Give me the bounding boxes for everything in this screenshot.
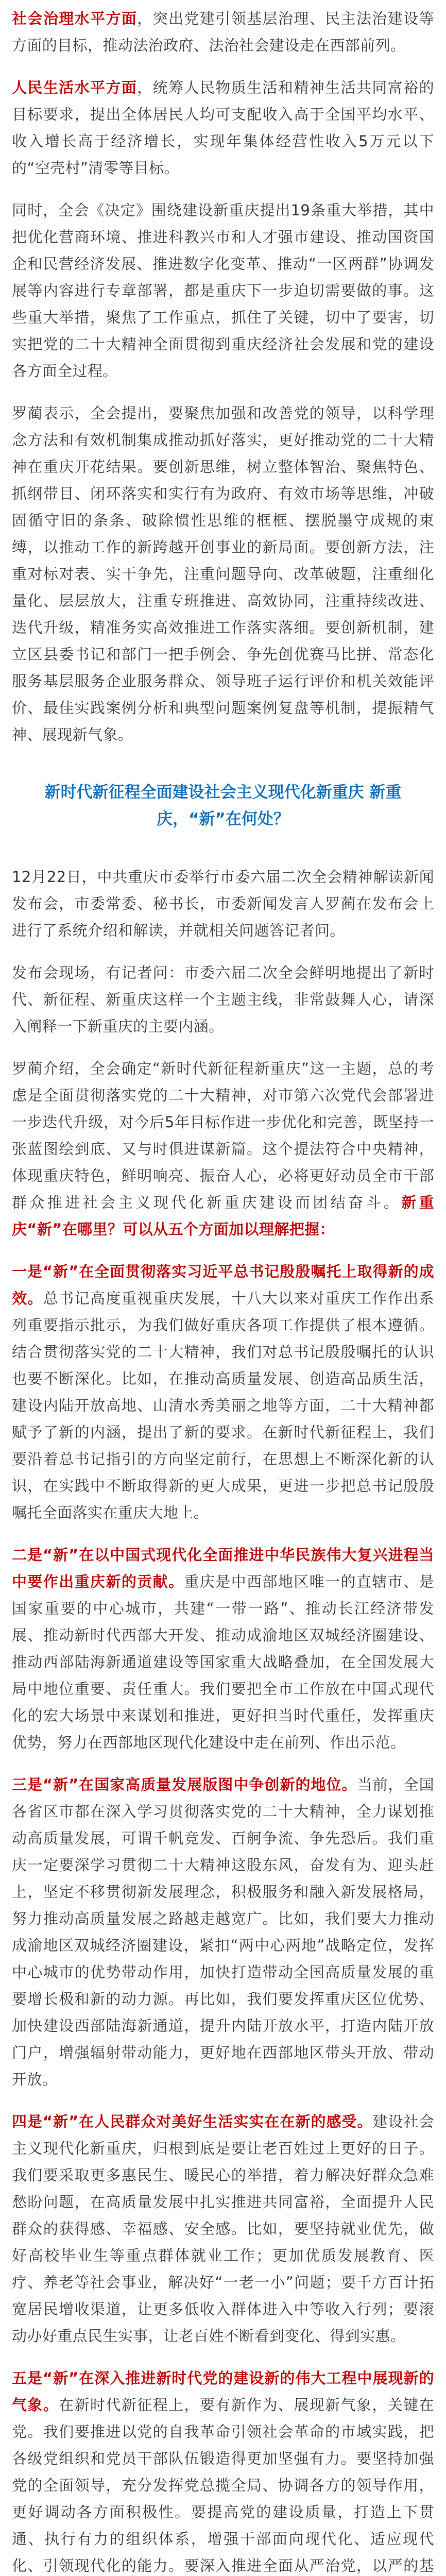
highlight-heading: 社会治理水平方面: [12, 10, 138, 27]
paragraph-theme: [0, 1055, 446, 1243]
highlight-heading: 新重庆“新”在哪里？可以从五个方面加以理解把握：: [12, 1194, 434, 1238]
paragraph-text: 总书记高度重视重庆发展，十八大以来对重庆工作作出系列重要指示批示，为我们做好重庆各项工作提供了根本遵循。结合贯彻落实党的二十大精神，我们对总书记殷殷嘱托的认识也要不断深化。比如，在推动高质量发展、创造高品质生活，建设内陆开放高地、山清水秀美丽之地等方面，二十大精神都赋予了新的内涵，提出了新的要求。在新时代新征程上，我们要沿着总书记指引的方向坚定前行，在思想上不断深化新的认识，在实践中不断取得新的更大成果，更进一步把总书记殷殷嘱托全面落实在重庆大地上。: [12, 1290, 434, 1521]
paragraph-point-two: [0, 1541, 446, 1756]
paragraph-text: 罗蔺介绍，全会确定“新时代新征程新重庆”这一主题，总的考虑是全面贯彻落实党的二十大精神，对市第六次党代会部署进一步迭代升级，对今后5年目标作进一步优化和完善，既坚持一张蓝图绘到底、又与时俱进谋新篇。这个提法符合中央精神，体现重庆特色，鲜明响亮、振奋人心，必将更好动员全市干部群众推进社会主义现代化新重庆建设而团结奋斗。: [12, 1060, 434, 1211]
paragraph-press-conference: 12月22日，中共重庆市委举行市委六届二次全会精神解读新闻发布会，市委常委、秘书长，市委新闻发言人罗蔺在发布会上进行了系统介绍和解读，并就相关问题答记者问。: [12, 868, 434, 939]
paragraph-text: 建设社会主义现代化新重庆，归根到底是要让老百姓过上更好的日子。我们要采取更多惠民生、暖民心的举措，着力解决好群众急难愁盼问题，在高质量发展中扎实推进共同富裕，全面提升人民群众的获得感、幸福感、安全感。比如，要坚持就业优先，做好高校毕业生等重点群体就业工作；更加优质发展教育、医疗、养老等社会事业，解决好“一老一小”问题；要千方百计拓宽居民增收渠道，让更多低收入群体进入中等收入行列；要滚动办好重点民生实事，让老百姓不断看到变化、得到实惠。: [12, 2113, 434, 2345]
highlight-heading: 三是“新”在国家高质量发展版图中争创新的地位。: [12, 1776, 357, 1793]
highlight-heading: 四是“新”在人民群众对美好生活实实在在新的感受。: [12, 2113, 373, 2130]
paragraph-point-three: [0, 1771, 446, 2093]
paragraph-question: 发布会现场，有记者问：市委六届二次全会鲜明地提出了新时代、新征程、新重庆这样一个主题主线，非常鼓舞人心，请深入阐释一下新重庆的主要内涵。: [12, 964, 434, 1035]
highlight-heading: 五是“新”在深入推进新时代党的建设新的伟大工程中展现新的气象。: [12, 2369, 434, 2414]
paragraph-social-governance: [0, 5, 446, 59]
paragraph-point-four: [0, 2108, 446, 2349]
highlight-heading: 人民生活水平方面: [12, 79, 138, 96]
highlight-heading: 二是“新”在以中国式现代化全面推进中华民族伟大复兴进程当中要作出重庆新的贡献。: [12, 1546, 434, 1590]
paragraph-implementation: 罗蔺表示，全会提出，要聚焦加强和改善党的领导，以科学理念方法和有效机制集成推动抓好落实，更好推动党的二十大精神在重庆开花结果。要创新思维，树立整体智治、聚焦特色、抓纲带目、闭环落实和实行有为政府、有效市场等思维，冲破固循守旧的条条、破除惯性思维的框框、摆脱墨守成规的束缚，以推动工作的新跨越开创事业的新局面。要创新方法，注重对标对表、实干争先，注重问题导向、改革破题，注重细化量化、层层放大，注重专班推进、高效协同，注重持续改进、迭代升级，精准务实高效推进工作落实落细。要创新机制，建立区县委书记和部门一把手例会、争先创优赛马比拼、常态化服务基层服务企业服务群众、领导班子运行评价和机关效能评价、最佳实践案例分析和典型问题案例复盘等机制，提振精气神、展现新气象。: [12, 404, 434, 743]
paragraph-text: ，突出党建引领基层治理、民主法治建设等方面的目标，推动法治政府、法治社会建设走在西部前列。: [12, 10, 434, 54]
paragraph-point-five: [0, 2365, 446, 2576]
paragraph-text: ，统筹人民物质生活和精神生活共同富裕的目标要求，提出全体居民人均可支配收入高于全国平均水平、收入增长高于经济增长，实现年集体经营性收入5万元以下的“空壳村”清零等目标。: [12, 79, 434, 177]
section-title: 新时代新征程全面建设社会主义现代化新重庆 新重庆，“新”在何处？: [44, 783, 402, 828]
paragraph-point-one: [0, 1258, 446, 1526]
paragraph-text: 在新时代新征程上，要有新作为、展现新气象，关键在党。我们要推进以党的自我革命引领社会革命的市域实践，把各级党组织和党员干部队伍锻造得更加坚强有力。要坚持加强党的全面领导，充分发挥党总揽全局、协调各方的领导作用，更好调动各方面积极性。要提高党的建设质量，打造上下贯通、执行有力的组织体系，增强干部面向现代化、适应现代化、引领现代化的能力。要深入推进全面从严治党，以严的基: [12, 2396, 435, 2574]
paragraph-measures: 同时，全会《决定》围绕建设新重庆提出19条重大举措，其中把优化营商环境、推进科教兴市和人才强市建设、推动国资国企和民营经济发展、推进数字化变革、推动“一区两群”协调发展等内容进行专章部署，都是重庆下一步迫切需要做的事。这些重大举措，聚焦了工作重点，抓住了关键，切中了要害，切实把党的二十大精神全面贯彻到重庆经济社会发展和党的建设各方面全过程。: [12, 201, 434, 380]
paragraph-living-standard: [0, 74, 446, 181]
paragraph-text: 重庆是中西部地区唯一的直辖市、是国家重要的中心城市，共建“一带一路”、推动长江经济带发展、推动新时代西部大开发、推动成渝地区双城经济圈建设、推动西部陆海新通道建设等国家重大战略叠加，在全国发展大局中地位重要、责任重大。我们要把全市工作放在中国式现代化的宏大场景中来谋划和推进，更好担当时代重任，发挥重庆优势，努力在西部地区现代化建设中走在前列、作出示范。: [12, 1573, 434, 1751]
paragraph-text: 当前，全国各省区市都在深入学习贯彻落实党的二十大精神，全力谋划推动高质量发展，可谓千帆竞发、百舸争流、争先恐后。我们重庆一定要深学习贯彻二十大精神这股东风，奋发有为、迎头赶上，坚定不移贯彻新发展理念，积极服务和融入新发展格局，努力推动高质量发展之路越走越宽广。比如，我们要大力推动成渝地区双城经济圈建设，紧扣“两中心两地”战略定位，发挥中心城市的优势带动作用，加快打造带动全国高质量发展的重要增长极和新的动力源。再比如，我们要发挥重庆区位优势、加快建设西部陆海新通道，提升内陆开放水平，打造内陆开放门户，增强辐射带动能力，更好地在西部地区带头开放、带动开放。: [12, 1776, 434, 2088]
highlight-heading: 一是“新”在全面贯彻落实习近平总书记殷殷嘱托上取得新的成效。: [12, 1263, 434, 1307]
